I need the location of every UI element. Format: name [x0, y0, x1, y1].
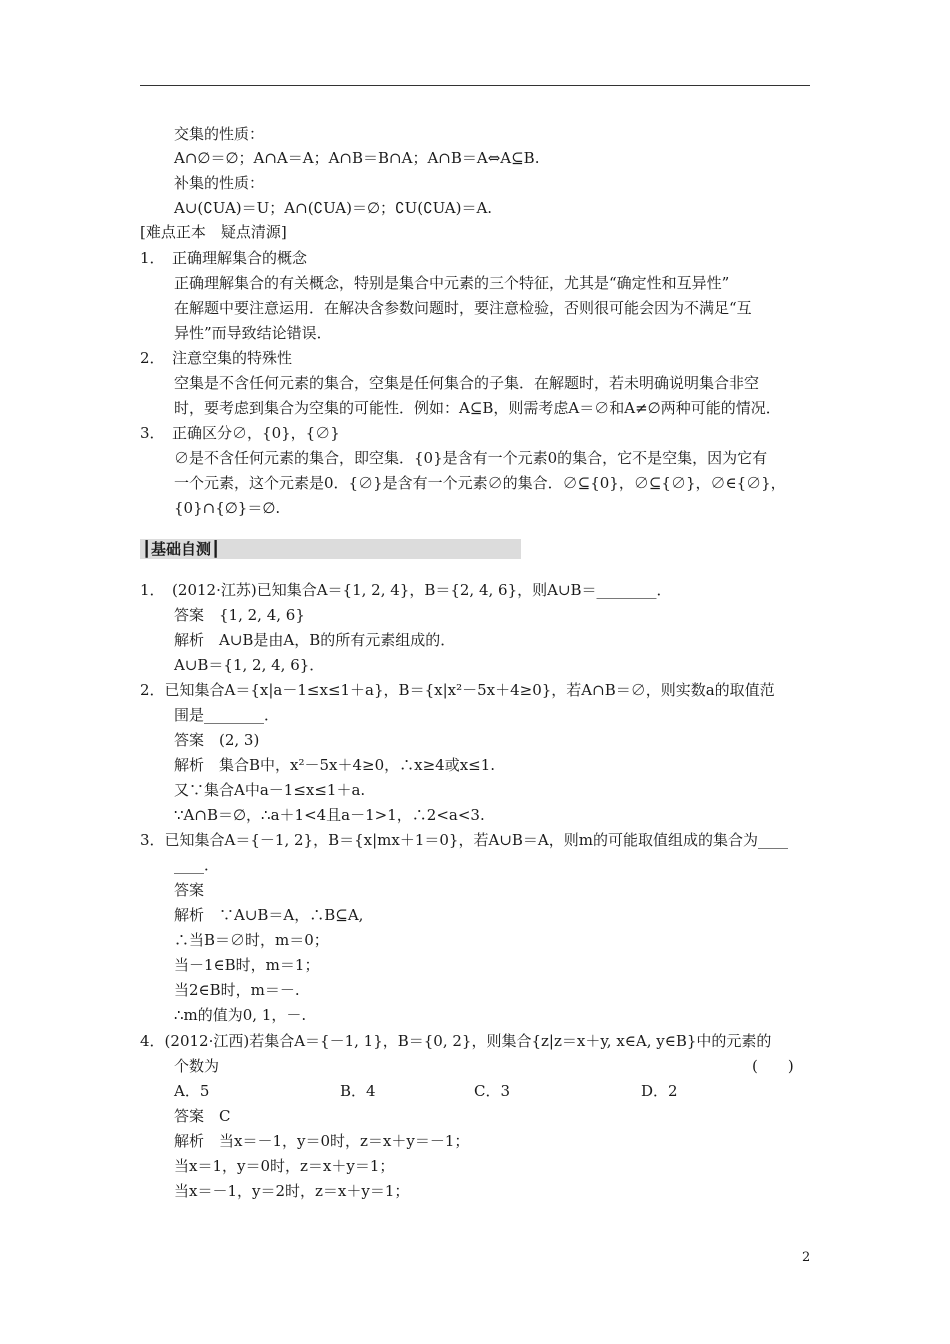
text-line: {0}∩{∅}＝∅.: [174, 499, 281, 517]
option-d: D．2: [641, 1082, 678, 1100]
text-line: 1． 正确理解集合的概念: [140, 249, 308, 267]
text-line: 2． 注意空集的特殊性: [140, 349, 293, 367]
text-line: 正确理解集合的有关概念，特别是集合中元素的三个特征，尤其是“确定性和互异性”: [174, 274, 730, 292]
option-b: B．4: [340, 1082, 376, 1100]
text-line: 空集是不含任何元素的集合，空集是任何集合的子集．在解题时，若未明确说明集合非空: [174, 374, 760, 392]
text-line: 异性”而导致结论错误．: [174, 324, 332, 342]
question-line: 2．已知集合A＝{x|a－1≤x≤1＋a}，B＝{x|x²－5x＋4≥0}，若A∩B＝∅，则实数a的取值范: [140, 681, 775, 699]
analysis-line: 解析 A∪B是由A，B的所有元素组成的．: [174, 631, 456, 649]
text-line: ∅是不含任何元素的集合，即空集．{0}是含有一个元素0的集合，它不是空集，因为它有: [174, 449, 768, 467]
text-line: 时，要考虑到集合为空集的可能性．例如：A⊆B，则需考虑A＝∅和A≠∅两种可能的情况．: [174, 399, 781, 417]
analysis-line: 解析 当x＝－1，y＝0时，z＝x＋y＝－1；: [174, 1132, 470, 1150]
analysis-line: ∴m的值为0, 1，－.: [174, 1006, 307, 1024]
option-c: C．3: [474, 1082, 511, 1100]
question-line: 3．已知集合A＝{－1, 2}，B＝{x|mx＋1＝0}，若A∪B＝A，则m的可能取值组成的集合为____: [140, 831, 788, 849]
question-line: 围是________．: [174, 706, 280, 724]
question-line: 个数为: [174, 1057, 220, 1075]
analysis-line: ∴当B＝∅时，m＝0；: [174, 931, 329, 949]
answer-bracket: ( ): [752, 1057, 794, 1075]
question-line: 1． (2012·江苏)已知集合A＝{1, 2, 4}，B＝{2, 4, 6}，则A∪B＝________．: [140, 581, 672, 599]
section-title: ┃基础自测┃: [142, 540, 221, 558]
analysis-line: 当x＝1，y＝0时，z＝x＋y＝1；: [174, 1157, 395, 1175]
analysis-line: A∪B＝{1, 2, 4, 6}．: [174, 656, 325, 674]
page-number: 2: [802, 1250, 811, 1265]
header-rule: [140, 85, 810, 86]
text-line: 在解题中要注意运用．在解决含参数问题时，要注意检验，否则很可能会因为不满足“互: [174, 299, 752, 317]
analysis-line: 当2∈B时，m＝－.: [174, 981, 300, 999]
text-line: [难点正本 疑点清源]: [140, 223, 287, 241]
text-line: 补集的性质：: [174, 174, 265, 192]
question-line: 4．(2012·江西)若集合A＝{－1, 1}，B＝{0, 2}，则集合{z|z＝x＋y, x∈A, y∈B}中的元素的: [140, 1032, 772, 1050]
analysis-line: 解析 集合B中，x²－5x＋4≥0，∴x≥4或x≤1.: [174, 756, 496, 774]
analysis-line: 又∵集合A中a－1≤x≤1＋a.: [174, 781, 366, 799]
text-line: 一个元素，这个元素是0．{∅}是含有一个元素∅的集合．∅⊆{0}，∅⊆{∅}，∅∈{∅}，: [174, 474, 786, 492]
question-line: ____．: [174, 856, 220, 874]
text-line: A∪(∁UA)＝U；A∩(∁UA)＝∅；∁U(∁UA)＝A.: [174, 199, 493, 217]
analysis-line: 当－1∈B时，m＝1；: [174, 956, 320, 974]
analysis-line: 当x＝－1，y＝2时，z＝x＋y＝1；: [174, 1182, 410, 1200]
answer-line: 答案 (2, 3): [174, 731, 260, 749]
text-line: A∩∅＝∅；A∩A＝A；A∩B＝B∩A；A∩B＝A⇔A⊆B.: [174, 149, 540, 167]
answer-line: 答案 C: [174, 1107, 231, 1125]
option-a: A．5: [174, 1082, 210, 1100]
answer-line: 答案 {1, 2, 4, 6}: [174, 606, 305, 624]
analysis-line: ∵A∩B＝∅，∴a＋1<4且a－1>1，∴2<a<3.: [174, 806, 485, 824]
analysis-line: 解析 ∵A∪B＝A，∴B⊆A,: [174, 906, 364, 924]
text-line: 3． 正确区分∅，{0}，{∅}: [140, 424, 340, 442]
answer-line: 答案: [174, 881, 205, 899]
text-line: 交集的性质：: [174, 125, 265, 143]
